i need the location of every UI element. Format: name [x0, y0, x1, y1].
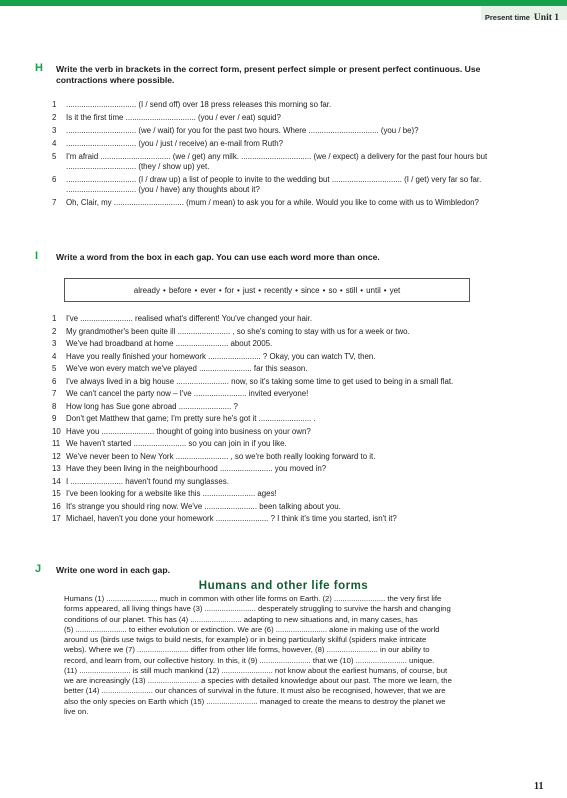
section-h-items	[52, 100, 512, 211]
i-item-12	[52, 452, 512, 462]
item-text: We've had broadband at home ........................ about 2005.	[66, 339, 273, 348]
box-word: until	[366, 285, 381, 295]
i-item-1	[52, 314, 512, 324]
item-number: 9	[52, 414, 57, 423]
section-j-letter: J	[35, 563, 42, 575]
box-word: so	[328, 285, 337, 295]
item-number: 4	[52, 138, 57, 148]
box-word: yet	[389, 285, 401, 295]
item-number: 8	[52, 401, 57, 411]
h-item-2	[52, 113, 512, 123]
item-number: 11	[52, 439, 61, 448]
word-box	[64, 278, 470, 302]
i-item-10	[52, 427, 512, 437]
text-line: live on.	[64, 706, 89, 716]
section-j-instruction: Write one word in each gap.	[56, 565, 170, 575]
section-h-letter: H	[35, 62, 43, 74]
i-item-4	[52, 352, 512, 362]
item-text: We've won every match we've played ........................ far this season.	[66, 364, 308, 373]
i-item-3	[52, 339, 512, 349]
i-item-2	[52, 327, 512, 337]
box-word: ever	[200, 285, 216, 295]
item-text: We can't cancel the party now – I've ........................ invited everyone!	[66, 389, 309, 398]
h-item-4	[52, 139, 512, 149]
item-number: 6	[52, 174, 57, 184]
header-section: Present time	[484, 13, 530, 22]
text-line: better (14) ........................ our chances of survival in the future. It must also be recognised, however, that we are	[64, 686, 446, 696]
i-item-17	[52, 514, 512, 524]
i-item-13	[52, 464, 512, 474]
text-line: record, and learn from, our collective history. In this, it (9) ........................ that we (10) ........................ unique.	[64, 655, 435, 665]
item-text: I'm afraid ................................ (we / get) any milk. ................................ (we / expect) a delivery for the past four hours but ................................ (they / show up) yet.	[66, 151, 488, 171]
bullet-separator: •	[218, 285, 222, 295]
item-number: 5	[52, 364, 57, 373]
item-number: 7	[52, 197, 57, 207]
item-text: We've never been to New York ........................ , so we're both really looking forward to it.	[66, 451, 376, 461]
item-number: 10	[52, 426, 61, 436]
bullet-separator: •	[383, 285, 387, 295]
i-item-14	[52, 477, 512, 487]
box-word: just	[242, 285, 256, 295]
box-word: recently	[264, 285, 293, 295]
item-number: 7	[52, 389, 57, 398]
text-line: around us (birds use twigs to build nests, for example) or in being particularly skilful (spiders make intricate	[64, 635, 427, 644]
i-item-9	[52, 414, 512, 424]
item-text: Have you ........................ thought of going into business on your own?	[66, 426, 311, 436]
item-text: How long has Sue gone abroad ........................ ?	[66, 401, 238, 411]
item-text: We haven't started ........................ so you can join in if you like.	[66, 439, 287, 448]
item-text: Oh, Clair, my ................................ (mum / mean) to ask you for a while. Would you like to come with us to Wimbledon?	[66, 197, 479, 207]
h-item-1	[52, 100, 512, 110]
item-text: ................................ (I / send off) over 18 press releases this morning so far.	[66, 100, 332, 109]
text-line: Humans (1) ........................ much in common with other life forms on Earth. (2) ........................ the very first life	[64, 594, 442, 603]
i-item-8	[52, 402, 512, 412]
h-item-7	[52, 198, 512, 208]
item-number: 2	[52, 112, 57, 122]
header-unit: Unit 1	[533, 13, 559, 23]
running-header	[485, 13, 559, 23]
i-item-16	[52, 502, 512, 512]
section-h-instruction: Write the verb in brackets in the correct form, present perfect simple or present perfect continuous. Use contractions where possible.	[56, 64, 481, 85]
bullet-separator: •	[258, 285, 262, 295]
text-heading: Humans and other life forms	[198, 580, 369, 592]
item-number: 12	[52, 451, 61, 461]
i-item-5	[52, 364, 512, 374]
item-text: Have they been living in the neighbourhood ........................ you moved in?	[66, 464, 327, 473]
i-item-7	[52, 389, 512, 399]
item-text: I ........................ haven't found my sunglasses.	[66, 476, 229, 486]
item-text: It's strange you should ring now. We've ........................ been talking about you.	[66, 501, 341, 511]
text-line: we are increasingly (13) ........................ a species with detailed knowledge about our past. The more we learn, the	[64, 676, 452, 685]
item-number: 4	[52, 351, 57, 361]
item-text: ................................ (I / draw up) a list of people to invite to the wedding but ................................ (I / get) very far so far. ................................ (you / have) any thoughts about it?	[66, 174, 482, 194]
item-number: 1	[52, 314, 57, 323]
section-i-instruction: Write a word from the box in each gap. You can use each word more than once.	[56, 252, 380, 262]
box-word: since	[300, 285, 320, 295]
item-number: 5	[52, 151, 57, 161]
bullet-separator: •	[322, 285, 326, 295]
item-number: 3	[52, 125, 57, 135]
item-number: 17	[52, 514, 61, 523]
item-number: 6	[52, 376, 57, 386]
cloze-text	[64, 594, 518, 717]
item-number: 16	[52, 501, 61, 511]
h-item-5	[52, 152, 512, 172]
item-number: 1	[52, 100, 57, 109]
item-number: 14	[52, 476, 61, 486]
item-text: Have you really finished your homework ........................ ? Okay, you can watch TV, then.	[66, 351, 376, 361]
text-line: also the only species on Earth which (15) ........................ managed to create the means to destroy the planet we	[64, 696, 446, 706]
item-text: I've always lived in a big house ........................ now, so it's taking some time to get used to being in a small flat.	[66, 376, 454, 386]
item-text: ................................ (you / just / receive) an e-mail from Ruth?	[66, 138, 284, 148]
item-text: I've been looking for a website like this ........................ ages!	[66, 489, 277, 498]
item-text: Don't get Matthew that game; I'm pretty sure he's got it ........................ .	[66, 414, 316, 423]
item-text: My grandmother's been quite ill ........................ , so she's coming to stay with us for a week or two.	[66, 326, 410, 336]
item-text: I've ........................ realised what's different! You've changed your hair.	[66, 314, 313, 323]
item-number: 2	[52, 326, 57, 336]
item-number: 13	[52, 464, 61, 473]
bullet-separator: •	[339, 285, 343, 295]
bullet-separator: •	[295, 285, 298, 295]
box-word: still	[345, 285, 358, 295]
text-line: webs). Where we (7) ........................ differ from other life forms, however, (8) ........................ in our ability to	[64, 645, 430, 655]
h-item-6	[52, 175, 512, 195]
bullet-separator: •	[237, 285, 240, 295]
section-i-items	[52, 314, 512, 527]
section-i-letter: I	[35, 250, 39, 262]
i-item-11	[52, 439, 512, 449]
i-item-15	[52, 489, 512, 499]
bullet-separator: •	[163, 285, 166, 295]
text-line: forms appeared, all living things have (3) ........................ desperately struggling to survive the harsh and changing	[64, 604, 451, 614]
item-number: 3	[52, 339, 57, 348]
i-item-6	[52, 377, 512, 387]
text-line: conditions of our planet. This has (4) ........................ adapting to new situations and, in many cases, has	[64, 614, 418, 624]
box-word: before	[168, 285, 192, 295]
bullet-separator: •	[360, 285, 364, 295]
item-text: ................................ (we / wait) for you for the past two hours. Where ................................ (you / be)?	[66, 125, 419, 135]
item-text: Is it the first time ................................ (you / ever / eat) squid?	[66, 112, 281, 122]
page-number: 11	[534, 781, 544, 792]
box-word: for	[224, 285, 235, 295]
bullet-separator: •	[194, 285, 198, 295]
h-item-3	[52, 126, 512, 136]
box-word: already	[133, 285, 160, 295]
text-line: (11) ........................ is still much mankind (12) ........................ not know about the earliest humans, of course, but	[64, 665, 448, 675]
text-line: (5) ........................ to either evolution or extinction. We are (6) ........................ alone in making use of the world	[64, 624, 440, 634]
item-number: 15	[52, 489, 61, 498]
item-text: Michael, haven't you done your homework ........................ ? I think it's time you started, isn't it?	[66, 514, 397, 523]
